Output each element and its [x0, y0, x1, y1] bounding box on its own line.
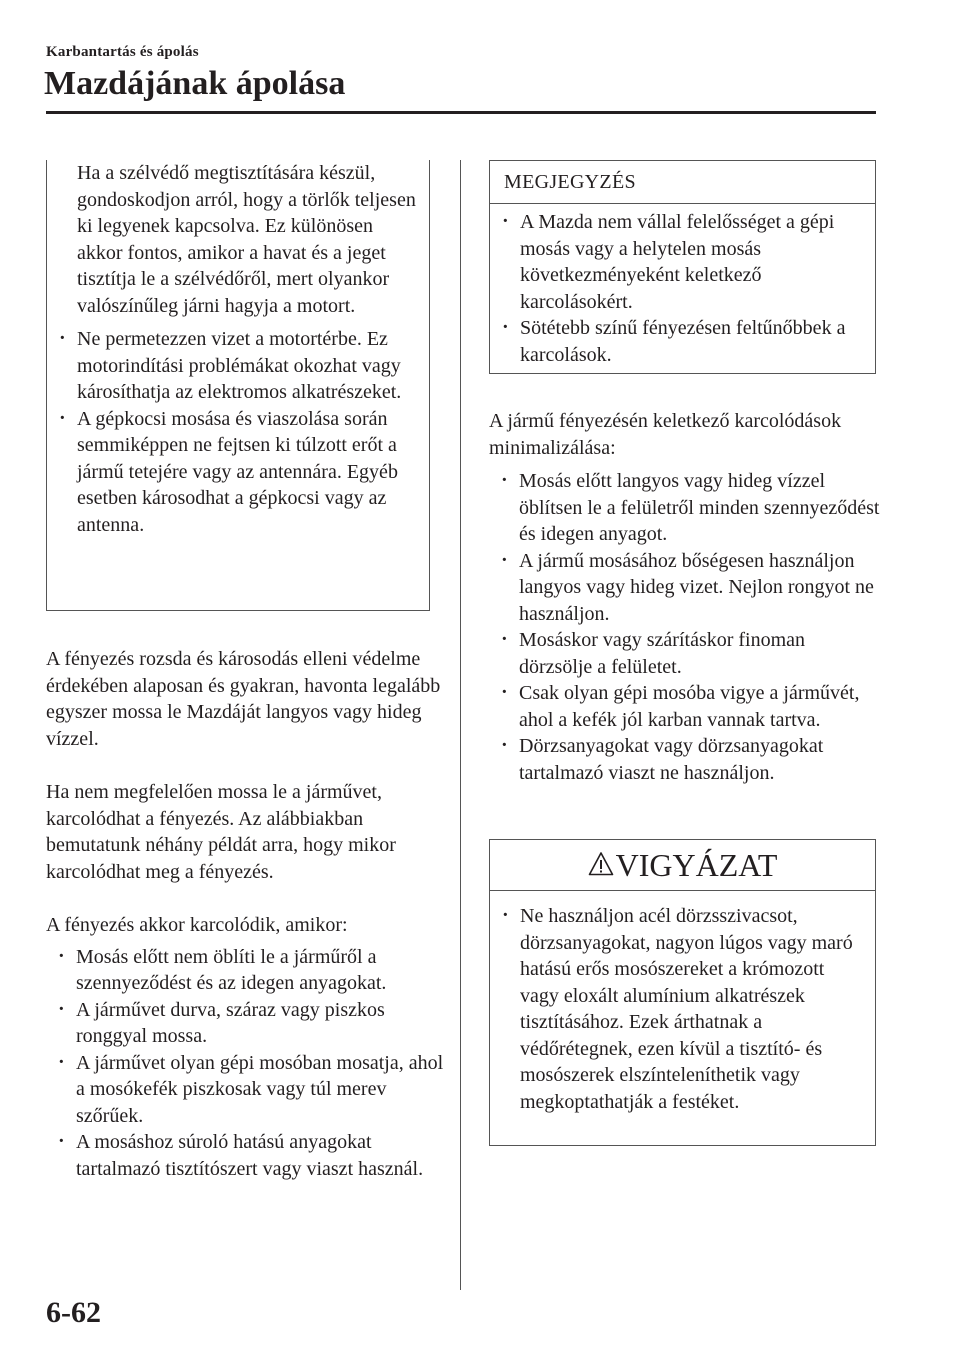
list-item: · A jármű mosásához bőségesen használjon langyos vagy hideg vizet. Nejlon rongyot ne használjon.	[489, 548, 881, 628]
caution-heading	[490, 840, 875, 891]
page-title: Mazdájának ápolása	[44, 65, 346, 102]
scratch-causes-list	[46, 944, 446, 1183]
column-divider	[460, 160, 461, 1290]
warning-lead-text: Ha a szélvédő megtisztítására készül, gondoskodjon arról, hogy a törlők teljesen ki legyenek kapcsolva. Ez különösen akkor fontos, amikor a havat és a jeget tisztítja le a szélvédőről, mert olyankor valószínűleg járni hagyja a motort.	[77, 162, 416, 317]
list-item: · A mosáshoz súroló hatású anyagokat tartalmazó tisztítószert vagy viaszt használ.	[46, 1129, 446, 1182]
list-item: · A járművet durva, száraz vagy piszkos ronggyal mossa.	[46, 997, 446, 1050]
list-item: · Mosás előtt langyos vagy hideg vízzel öblítsen le a felületről minden szennyeződést és idegen anyagot.	[489, 468, 881, 548]
right-body	[489, 408, 881, 786]
section-label: Karbantartás és ápolás	[46, 44, 199, 60]
note-heading: MEGJEGYZÉS	[490, 161, 875, 204]
list-item: · Mosás előtt nem öblíti le a járműről a szennyeződést és az idegen anyagokat.	[46, 944, 446, 997]
list-item: · Csak olyan gépi mosóba vigye a járművét, ahol a kefék jól karban vannak tartva.	[489, 680, 881, 733]
left-body	[46, 646, 446, 1182]
warning-box-continued	[46, 160, 430, 611]
note-box	[489, 160, 876, 374]
caution-box	[489, 839, 876, 1146]
list-item: · Dörzsanyagokat vagy dörzsanyagokat tartalmazó viaszt ne használjon.	[489, 733, 881, 786]
paragraph: Ha nem megfelelően mossa le a járművet, karcolódhat a fényezés. Az alábbiakban bemutatunk néhány példát arra, hogy mikor karcolódhat meg a fényezés.	[46, 781, 396, 883]
list-item: · A járművet olyan gépi mosóban mosatja, ahol a mosókefék piszkosak vagy túl merev szőrűek.	[46, 1050, 446, 1130]
caution-title: VIGYÁZAT	[615, 847, 778, 883]
paragraph: A fényezés rozsda és károsodás elleni védelme érdekében alaposan és gyakran, havonta legalább egyszer mossa le Mazdáját langyos vagy hideg vízzel.	[46, 648, 441, 750]
warning-bullet-list	[47, 326, 423, 538]
list-item: · Ne permetezzen vizet a motortérbe. Ez motorindítási problémákat okozhat vagy károsíthatja az elektromos alkatrészeket.	[47, 326, 423, 406]
list-item: · A gépkocsi mosása és viaszolása során semmiképpen ne fejtsen ki túlzott erőt a jármű tetejére vagy az antennára. Egyéb esetben károsodhat a gépkocsi vagy az antenna.	[47, 406, 423, 539]
warning-triangle-icon	[588, 851, 614, 877]
page-number: 6-62	[46, 1296, 101, 1329]
list-item: · Mosáskor vagy szárításkor finoman dörzsölje a felületet.	[489, 627, 881, 680]
list-intro: A fényezés akkor karcolódik, amikor:	[46, 914, 348, 936]
list-item: · Ne használjon acél dörzsszivacsot, dörzsanyagokat, nagyon lúgos vagy maró hatású erős mosószereket a krómozott vagy eloxált alumínium alkatrészek tisztításához. Ezek árthatnak a védőrétegnek, ezen kívül a tisztító- és mosószerek elszínteleníthetik vagy megkoptathatják a festéket.	[490, 903, 865, 1115]
title-rule	[46, 111, 876, 114]
list-item: · A Mazda nem vállal felelősséget a gépi mosás vagy a helytelen mosás következményeként keletkező karcolásokért.	[490, 209, 867, 315]
list-intro: A jármű fényezésén keletkező karcolódások minimalizálása:	[489, 410, 842, 459]
scratch-prevention-list	[489, 468, 881, 786]
note-bullet-list	[490, 204, 875, 368]
caution-bullet-list	[490, 891, 875, 1115]
list-item: · Sötétebb színű fényezésen feltűnőbbek a karcolások.	[490, 315, 867, 368]
